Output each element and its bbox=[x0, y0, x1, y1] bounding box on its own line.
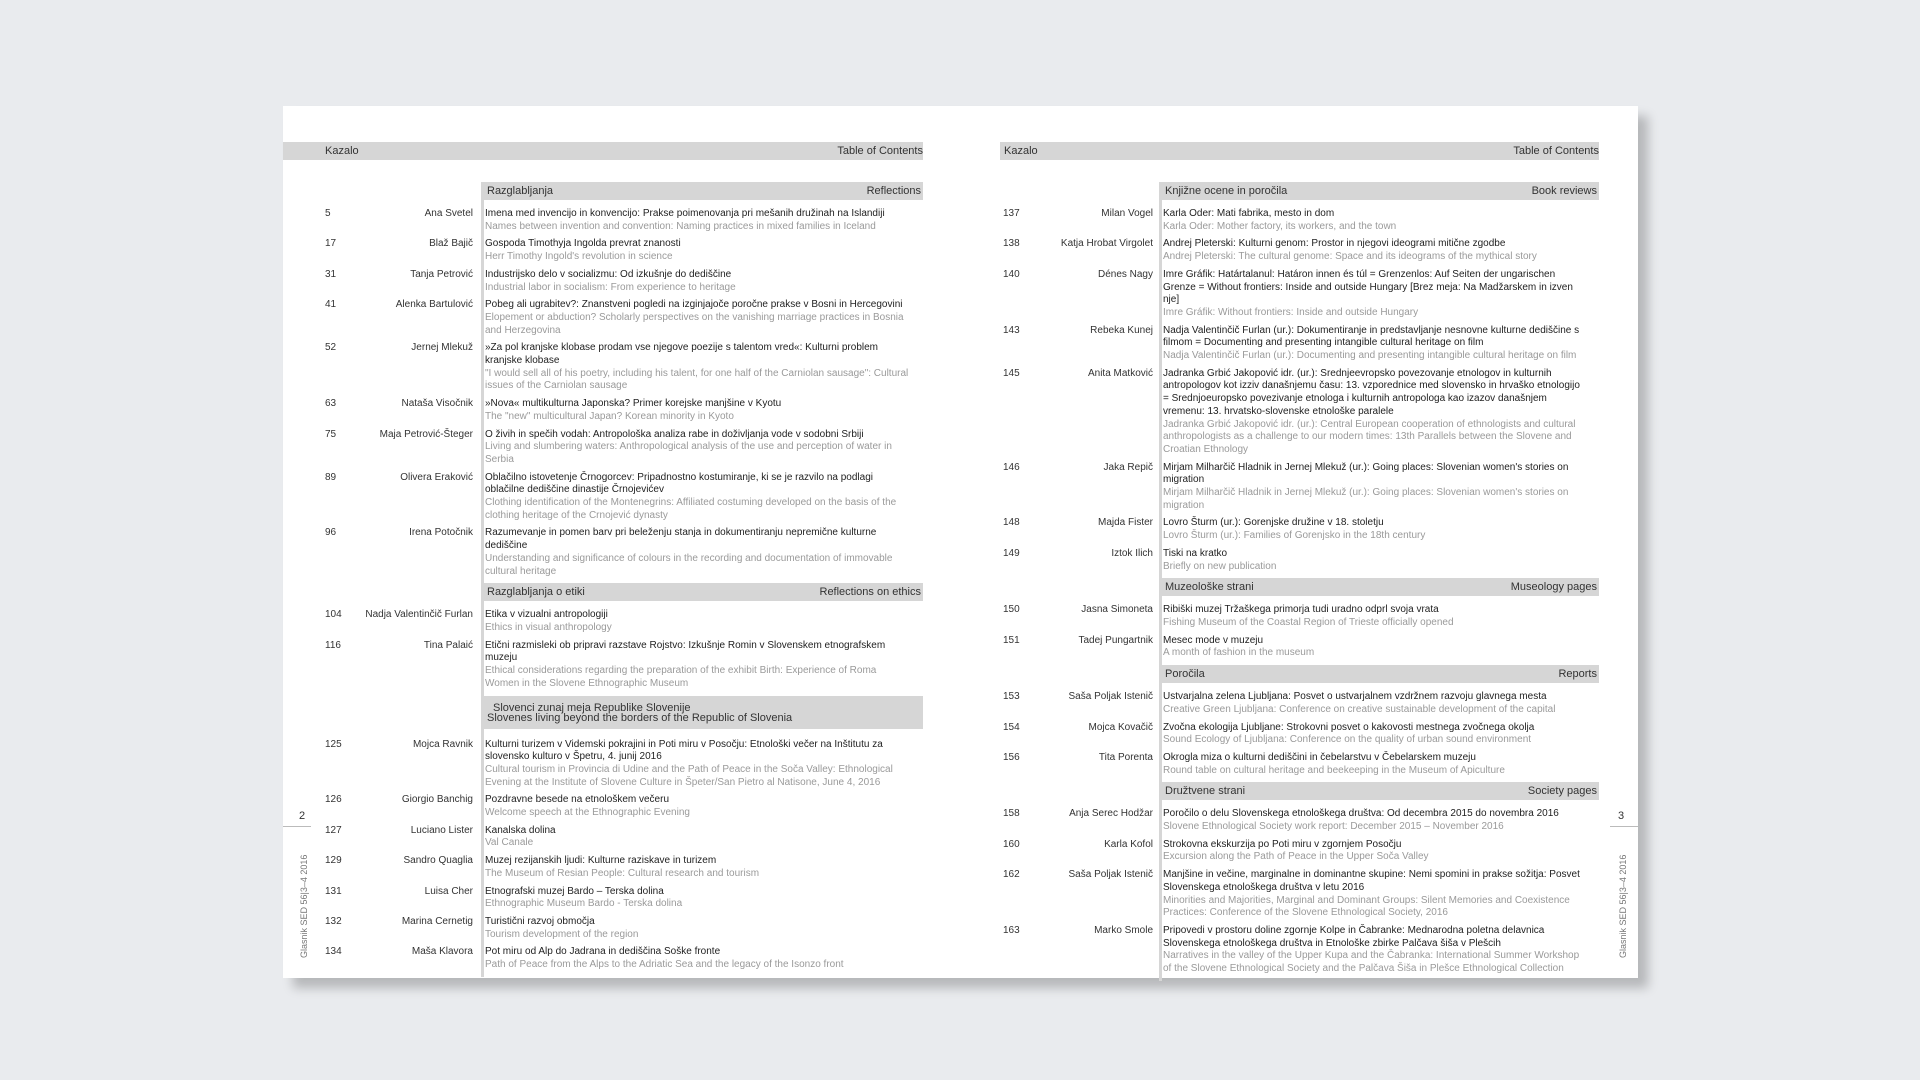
entry-author: Anita Matković bbox=[1087, 367, 1153, 379]
page-ref: 129 bbox=[325, 855, 342, 867]
section-heading bbox=[481, 583, 923, 601]
entry-title: Oblačilno istovetenje Črnogorcev: Pripadnostno kostumiranje, ki se je razvilo na podlagi oblačilne dediščine dinastije Črnojevićev bbox=[485, 471, 873, 496]
entry-title-en: Industrial labor in socialism: From experience to heritage bbox=[485, 281, 736, 293]
entry-author: Iztok Ilich bbox=[1111, 547, 1153, 559]
entry-title: Andrej Pleterski: Kulturni genom: Prostor in njegovi ideogrami mitične zgodbe bbox=[1163, 238, 1506, 250]
entry-title: Okrogla miza o kulturni dediščini in čebelarstvu v Čebelarskem muzeju bbox=[1163, 751, 1476, 763]
page-ref: 126 bbox=[325, 794, 342, 806]
toc-entry bbox=[325, 342, 923, 393]
toc-section bbox=[1003, 665, 1599, 777]
toc-entry bbox=[325, 916, 923, 941]
entry-author: Saša Poljak Istenič bbox=[1068, 869, 1153, 881]
entry-author: Rebeka Kunej bbox=[1090, 324, 1153, 336]
entry-title: O živih in spečih vodah: Antropološka analiza rabe in doživljanja vode v sodobni Srbiji bbox=[485, 428, 864, 440]
page-ref: 150 bbox=[1003, 604, 1020, 616]
entry-author: Tadej Pungartnik bbox=[1078, 634, 1153, 646]
page-ref: 31 bbox=[325, 268, 337, 280]
entry-title: Zvočna ekologija Ljubljane: Strokovni posvet o kakovosti mestnega zvočnega okolja bbox=[1163, 721, 1535, 733]
page-ref: 52 bbox=[325, 342, 337, 354]
toc-entry bbox=[1003, 635, 1599, 660]
entry-title: Razumevanje in pomen barv pri beleženju stanja in dokumentiranju nepremične kulturne dediščine bbox=[485, 527, 877, 552]
entry-title-en: Elopement or abduction? Scholarly perspectives on the vanishing marriage practices in Bosnia and Herzegovina bbox=[485, 311, 904, 336]
toc-entry bbox=[325, 299, 923, 337]
toc-section bbox=[325, 696, 923, 972]
page-ref: 116 bbox=[325, 639, 341, 651]
section-title-en: Museology pages bbox=[1510, 581, 1597, 594]
entry-author: Alenka Bartulović bbox=[395, 299, 473, 311]
page-ref: 127 bbox=[325, 824, 342, 836]
section-heading bbox=[1159, 182, 1599, 200]
section-heading bbox=[1159, 665, 1599, 683]
section-title-en: Reflections on ethics bbox=[819, 586, 921, 599]
entry-author: Ana Svetel bbox=[424, 208, 473, 219]
toc-entry bbox=[1003, 869, 1599, 920]
entry-author: Giorgio Banchig bbox=[401, 794, 473, 806]
toc-entry bbox=[325, 886, 923, 911]
toc-entry bbox=[325, 472, 923, 523]
page-ref: 163 bbox=[1003, 924, 1020, 936]
page-ref: 134 bbox=[325, 946, 342, 958]
toc-section bbox=[1003, 782, 1599, 975]
page-ref: 145 bbox=[1003, 367, 1020, 379]
entry-title-en: Jadranka Grbić Jakopović idr. (ur.): Central European cooperation of ethnologists and cultural anthropologists as a challenge to our modern times: 13th Parallels between the Slovene and Croatian Ethnology bbox=[1163, 418, 1576, 455]
entry-title: Etika v vizualni antropologiji bbox=[485, 609, 608, 621]
entry-title: Pot miru od Alp do Jadrana in dediščina Soške fronte bbox=[485, 946, 721, 958]
page-number: 2 bbox=[299, 810, 306, 822]
toc-entry bbox=[325, 398, 923, 423]
section-heading bbox=[481, 696, 923, 729]
entry-author: Tina Palaić bbox=[423, 639, 473, 651]
entry-title: »Nova« multikulturna Japonska? Primer korejske manjšine v Kyotu bbox=[485, 398, 782, 410]
entry-title-en: Names between invention and convention: Naming practices in mixed families in Iceland bbox=[485, 220, 876, 232]
entry-author: Maša Klavora bbox=[411, 946, 473, 958]
entry-title: Ribiški muzej Tržaškega primorja tudi uradno odprl svoja vrata bbox=[1163, 604, 1439, 616]
entry-author: Mojca Ravnik bbox=[412, 738, 473, 750]
entry-title-en: Herr Timothy Ingold's revolution in science bbox=[485, 251, 673, 263]
toc-section bbox=[325, 182, 923, 578]
toc-entry bbox=[325, 794, 923, 819]
entry-title-en: Briefly on new publication bbox=[1163, 560, 1277, 572]
page-ref: 41 bbox=[325, 299, 337, 311]
toc-section bbox=[325, 583, 923, 690]
entry-title: Muzej rezijanskih ljudi: Kulturne raziskave in turizem bbox=[485, 855, 717, 867]
entry-title-en: Clothing identification of the Montenegrins: Affiliated costuming developed on the basis of the clothing heritage of the Crnojević dynasty bbox=[485, 497, 897, 521]
entry-title: Tiski na kratko bbox=[1163, 547, 1228, 559]
entry-title: Pozdravne besede na etnološkem večeru bbox=[485, 794, 670, 806]
page-ref: 125 bbox=[325, 738, 342, 750]
entry-author: Olivera Eraković bbox=[400, 471, 473, 483]
toc-entry bbox=[1003, 808, 1599, 833]
entry-title-en: Living and slumbering waters: Anthropological analysis of the use and perception of water in Serbia bbox=[485, 441, 892, 465]
toc-entry bbox=[1003, 269, 1599, 320]
entry-title: Kulturni turizem v Videmski pokrajini in Poti miru v Posočju: Etnološki večer na Inštitutu za slovensko kulturo v Špetru, 4. junij 2016 bbox=[485, 738, 883, 763]
entry-title: Pobeg ali ugrabitev?: Znanstveni pogledi na izginjajoče poročne prakse v Bosni in Hercegovini bbox=[485, 299, 903, 311]
entry-author: Anja Serec Hodžar bbox=[1069, 808, 1153, 820]
entry-author: Mojca Kovačič bbox=[1088, 721, 1153, 733]
page-ref: 160 bbox=[1003, 838, 1020, 850]
entry-title-en: Karla Oder: Mother factory, its workers, and the town bbox=[1163, 220, 1397, 232]
toc-entry bbox=[1003, 548, 1599, 573]
entry-title-en: Narratives in the valley of the Upper Kupa and the Čabranka: International Summer Workshop of the Slovene Ethnological Society and the Palčava Šiša in Plešce Ethnological Collection bbox=[1163, 950, 1580, 975]
page-ref: 158 bbox=[1003, 808, 1020, 820]
page-ref: 143 bbox=[1003, 324, 1020, 336]
toc-entry bbox=[1003, 604, 1599, 629]
entry-title: Pripovedi v prostoru doline zgornje Kolpe in Čabranke: Mednarodna poletna delavnica Slovenskega etnološkega društva in Etnološke zbirke Palčava šiša v Plešcih bbox=[1163, 924, 1545, 949]
entry-title-en: Andrej Pleterski: The cultural genome: Space and its ideograms of the mythical story bbox=[1163, 251, 1537, 263]
section-heading bbox=[1159, 782, 1599, 800]
page-ref: 162 bbox=[1003, 869, 1020, 881]
entry-title-en: Round table on cultural heritage and beekeeping in the Museum of Apiculture bbox=[1163, 764, 1505, 776]
entry-title: Mirjam Milharčič Hladnik in Jernej Mlekuž (ur.): Going places: Slovenian women's stories on migration bbox=[1163, 461, 1569, 486]
toc-entry bbox=[1003, 517, 1599, 542]
entry-title: Imena med invencijo in konvencijo: Prakse poimenovanja pri mešanih družinah na Islandiji bbox=[485, 208, 885, 219]
page-ref: 63 bbox=[325, 398, 337, 410]
toc-entry bbox=[325, 609, 923, 634]
section-title-en: Book reviews bbox=[1531, 185, 1597, 197]
toc-entry bbox=[1003, 238, 1599, 263]
right-page bbox=[961, 106, 1638, 978]
section-title-en: Reports bbox=[1558, 668, 1597, 681]
entry-title-en: Path of Peace from the Alps to the Adriatic Sea and the legacy of the Isonzo front bbox=[485, 959, 844, 971]
page-header bbox=[283, 142, 923, 160]
entry-title-en: Understanding and significance of colours in the recording and documentation of immovable cultural heritage bbox=[485, 552, 893, 577]
entry-author: Sandro Quaglia bbox=[403, 855, 473, 867]
entry-title-en: Fishing Museum of the Coastal Region of Trieste officially opened bbox=[1163, 616, 1454, 628]
header-title-sl: Kazalo bbox=[325, 145, 359, 157]
entry-author: Dénes Nagy bbox=[1097, 268, 1153, 280]
journal-spine-label: Glasnik SED 56|3–4 2016 bbox=[299, 854, 309, 958]
folio-rule bbox=[1610, 826, 1638, 827]
toc-entry bbox=[1003, 839, 1599, 864]
entry-title: Karla Oder: Mati fabrika, mesto in dom bbox=[1163, 208, 1335, 219]
entry-title-en: Nadja Valentinčič Furlan (ur.): Documenting and presenting intangible cultural heritage on film bbox=[1163, 350, 1577, 362]
toc-entry bbox=[1003, 925, 1599, 976]
entry-title-en: Imre Gráfik: Without frontiers: Inside and outside Hungary bbox=[1163, 306, 1419, 318]
entry-author: Milan Vogel bbox=[1101, 208, 1153, 219]
section-title-en: Society pages bbox=[1527, 785, 1597, 798]
entry-author: Tanja Petrović bbox=[410, 268, 473, 280]
page-ref: 140 bbox=[1003, 268, 1020, 280]
entry-title: Etnografski muzej Bardo – Terska dolina bbox=[485, 885, 664, 897]
entry-title: Industrijsko delo v socializmu: Od izkušnje do dediščine bbox=[485, 268, 732, 280]
folio-rule bbox=[283, 826, 311, 827]
page-ref: 137 bbox=[1003, 208, 1020, 219]
entry-title-en: Sound Ecology of Ljubljana: Conference on the quality of urban sound environment bbox=[1163, 734, 1532, 746]
toc-section bbox=[1003, 578, 1599, 660]
table-of-contents bbox=[1003, 182, 1599, 981]
entry-author: Luisa Cher bbox=[424, 885, 473, 897]
entry-author: Saša Poljak Istenič bbox=[1068, 691, 1153, 703]
entry-title-en: The "new" multicultural Japan? Korean minority in Kyoto bbox=[485, 410, 734, 422]
entry-author: Majda Fister bbox=[1097, 517, 1153, 529]
table-of-contents bbox=[325, 182, 923, 977]
toc-entry bbox=[325, 640, 923, 691]
section-title: Razglabljanja bbox=[487, 185, 554, 197]
journal-spine-label: Glasnik SED 56|3–4 2016 bbox=[1618, 854, 1628, 958]
entry-author: Marina Cernetig bbox=[401, 915, 473, 927]
entry-title: Kanalska dolina bbox=[485, 824, 556, 836]
entry-title: Nadja Valentinčič Furlan (ur.): Dokumentiranje in predstavljanje nesnovne kulturne dediščine s filmom = Documenting and presenting intangible cultural heritage on film bbox=[1163, 324, 1580, 349]
page-ref: 148 bbox=[1003, 517, 1020, 529]
entry-title-en: Ethical considerations regarding the preparation of the exhibit Birth: Experience of Roma Women in the Slovene Ethnographic Museum bbox=[485, 665, 877, 689]
page-number: 3 bbox=[1618, 810, 1625, 822]
entry-title: Strokovna ekskurzija po Poti miru v zgornjem Posočju bbox=[1163, 838, 1402, 850]
header-title-en: Table of Contents bbox=[837, 145, 923, 157]
section-title: Poročila bbox=[1165, 668, 1205, 681]
section-title: Razglabljanja o etiki bbox=[487, 586, 585, 599]
page-ref: 154 bbox=[1003, 721, 1020, 733]
page-ref: 104 bbox=[325, 609, 342, 621]
entry-author: Katja Hrobat Virgolet bbox=[1060, 238, 1153, 250]
entry-author: Marko Smole bbox=[1094, 924, 1153, 936]
entry-title: Etični razmisleki ob pripravi razstave Rojstvo: Izkušnje Romin v Slovenskem etnografskem muzeju bbox=[485, 639, 886, 664]
toc-entry bbox=[325, 527, 923, 578]
toc-entry bbox=[1003, 462, 1599, 513]
entry-title-en: Creative Green Ljubljana: Conference on creative sustainable development of the capital bbox=[1163, 703, 1556, 715]
page-ref: 138 bbox=[1003, 238, 1020, 250]
entry-title: »Za pol kranjske klobase prodam vse njegove poezije s talentom vred«: Kulturni problem kranjske klobase bbox=[485, 342, 878, 367]
entry-author: Nadja Valentinčič Furlan bbox=[365, 609, 473, 621]
page-ref: 151 bbox=[1003, 634, 1020, 646]
entry-title: Lovro Šturm (ur.): Gorenjske družine v 18. stoletju bbox=[1163, 517, 1384, 529]
entry-title: Ustvarjalna zelena Ljubljana: Posvet o ustvarjalnem vzdržnem razvoju glavnega mesta bbox=[1163, 691, 1547, 703]
page-ref: 156 bbox=[1003, 751, 1020, 763]
section-title: Knjižne ocene in poročila bbox=[1165, 185, 1288, 197]
entry-title-en: Lovro Šturm (ur.): Families of Gorenjsko in the 18th century bbox=[1163, 530, 1426, 542]
entry-author: Nataša Visočnik bbox=[401, 398, 473, 410]
entry-title: Turistični razvoj območja bbox=[485, 915, 595, 927]
section-title: Družtvene strani bbox=[1165, 785, 1246, 798]
entry-title: Jadranka Grbić Jakopović idr. (ur.): Srednjeevropsko povezovanje etnologov in kulturnih antropologov kot izziv današnjemu času: 13. vzporednice med slovensko in hrvaško etnologijo = Srednjoeuropsko povezivanje etnologa i kulturnih antropologa kao izazov današnjem vremenu: 13. hrvatsko-slovenske etnološke paralele bbox=[1163, 367, 1580, 417]
toc-entry bbox=[325, 269, 923, 294]
toc-entry bbox=[325, 946, 923, 971]
entry-author: Tita Porenta bbox=[1098, 751, 1153, 763]
page-ref: 153 bbox=[1003, 691, 1020, 703]
header-title-sl: Kazalo bbox=[1004, 145, 1038, 157]
page-header bbox=[1000, 142, 1599, 160]
entry-title-en: Tourism development of the region bbox=[485, 928, 639, 940]
entry-title-en: Slovene Ethnological Society work report: December 2015 – November 2016 bbox=[1163, 821, 1504, 833]
book-spread bbox=[283, 106, 1638, 978]
page-ref: 17 bbox=[325, 238, 337, 250]
toc-entry bbox=[325, 208, 923, 233]
page-ref: 149 bbox=[1003, 547, 1020, 559]
section-title-en: Reflections bbox=[866, 185, 921, 197]
toc-entry bbox=[1003, 368, 1599, 457]
entry-title-en: Excursion along the Path of Peace in the Upper Soča Valley bbox=[1163, 851, 1429, 863]
entry-title: Imre Gráfik: Határtalanul: Határon innen és túl = Grenzenlos: Auf Seiten der ungarischen Grenze = Without frontiers: Inside and outside Hungary [Brez meja: Na Madžarskem in izven nje] bbox=[1163, 268, 1573, 306]
entry-author: Jasna Simoneta bbox=[1081, 604, 1153, 616]
toc-entry bbox=[1003, 691, 1599, 716]
toc-entry bbox=[1003, 722, 1599, 747]
page-ref: 75 bbox=[325, 428, 337, 440]
toc-entry bbox=[1003, 752, 1599, 777]
toc-section bbox=[1003, 182, 1599, 573]
entry-title: Gospoda Timothyja Ingolda prevrat znanosti bbox=[485, 238, 681, 250]
entry-author: Luciano Lister bbox=[410, 824, 473, 836]
section-heading bbox=[481, 182, 923, 200]
toc-entry bbox=[325, 739, 923, 790]
entry-title-en: Cultural tourism in Provincia di Udine and the Path of Peace in the Soča Valley: Ethnological Evening at the Institute of Slovene Culture in Špeter/San Pietro al Natisone, June 4, 2016 bbox=[485, 763, 893, 788]
entry-title-en: Welcome speech at the Ethnographic Evening bbox=[485, 807, 690, 819]
section-title: Muzeološke strani bbox=[1165, 581, 1254, 594]
page-ref: 89 bbox=[325, 471, 337, 483]
left-page bbox=[283, 106, 960, 978]
section-heading bbox=[1159, 578, 1599, 596]
entry-author: Jaka Repič bbox=[1103, 461, 1153, 473]
page-ref: 146 bbox=[1003, 461, 1020, 473]
toc-entry bbox=[325, 855, 923, 880]
entry-title-en: Minorities and Majorities, Marginal and Dominant Groups: Silent Memories and Coexistence Practices: Conference of the Slovene Ethnological Society, 2016 bbox=[1163, 894, 1570, 919]
toc-entry bbox=[1003, 325, 1599, 363]
page-ref: 132 bbox=[325, 915, 342, 927]
toc-entry bbox=[325, 825, 923, 850]
header-title-en: Table of Contents bbox=[1513, 145, 1599, 157]
entry-title-en: Ethnographic Museum Bardo - Terska dolina bbox=[485, 898, 683, 910]
entry-author: Maja Petrović-Šteger bbox=[379, 428, 473, 440]
entry-author: Jernej Mlekuž bbox=[411, 342, 473, 354]
entry-author: Blaž Bajič bbox=[429, 238, 473, 250]
section-title-en: Slovenes living beyond the borders of the Republic of Slovenia bbox=[487, 711, 793, 724]
page-ref: 131 bbox=[325, 885, 342, 897]
entry-title-en: "I would sell all of his poetry, including his talent, for one half of the Carniolan sausage": Cultural issues of the Carniolan sausage bbox=[485, 367, 909, 392]
page-ref: 96 bbox=[325, 527, 337, 539]
toc-entry bbox=[325, 429, 923, 467]
entry-title-en: A month of fashion in the museum bbox=[1163, 647, 1315, 659]
section-title: Slovenci zunaj meja Republike Slovenije bbox=[493, 701, 691, 714]
toc-entry bbox=[1003, 208, 1599, 233]
toc-entry bbox=[325, 238, 923, 263]
entry-author: Irena Potočnik bbox=[409, 527, 473, 539]
entry-author: Karla Kofol bbox=[1104, 838, 1153, 850]
entry-title: Manjšine in večine, marginalne in dominantne skupine: Nemi spomini in prakse sožitja: Posvet Slovenskega etnološkega društva v letu 2016 bbox=[1163, 869, 1580, 893]
entry-title-en: Val Canale bbox=[485, 837, 534, 849]
entry-title-en: The Museum of Resian People: Cultural research and tourism bbox=[485, 867, 760, 879]
entry-title: Poročilo o delu Slovenskega etnološkega društva: Od decembra 2015 do novembra 2016 bbox=[1163, 808, 1559, 820]
entry-title-en: Mirjam Milharčič Hladnik in Jernej Mlekuž (ur.): Going places: Slovenian women's stories on migration bbox=[1163, 487, 1569, 511]
entry-title: Mesec mode v muzeju bbox=[1163, 634, 1264, 646]
page-ref: 5 bbox=[325, 208, 331, 219]
entry-title-en: Ethics in visual anthropology bbox=[485, 621, 612, 633]
section-title-block bbox=[487, 699, 792, 725]
